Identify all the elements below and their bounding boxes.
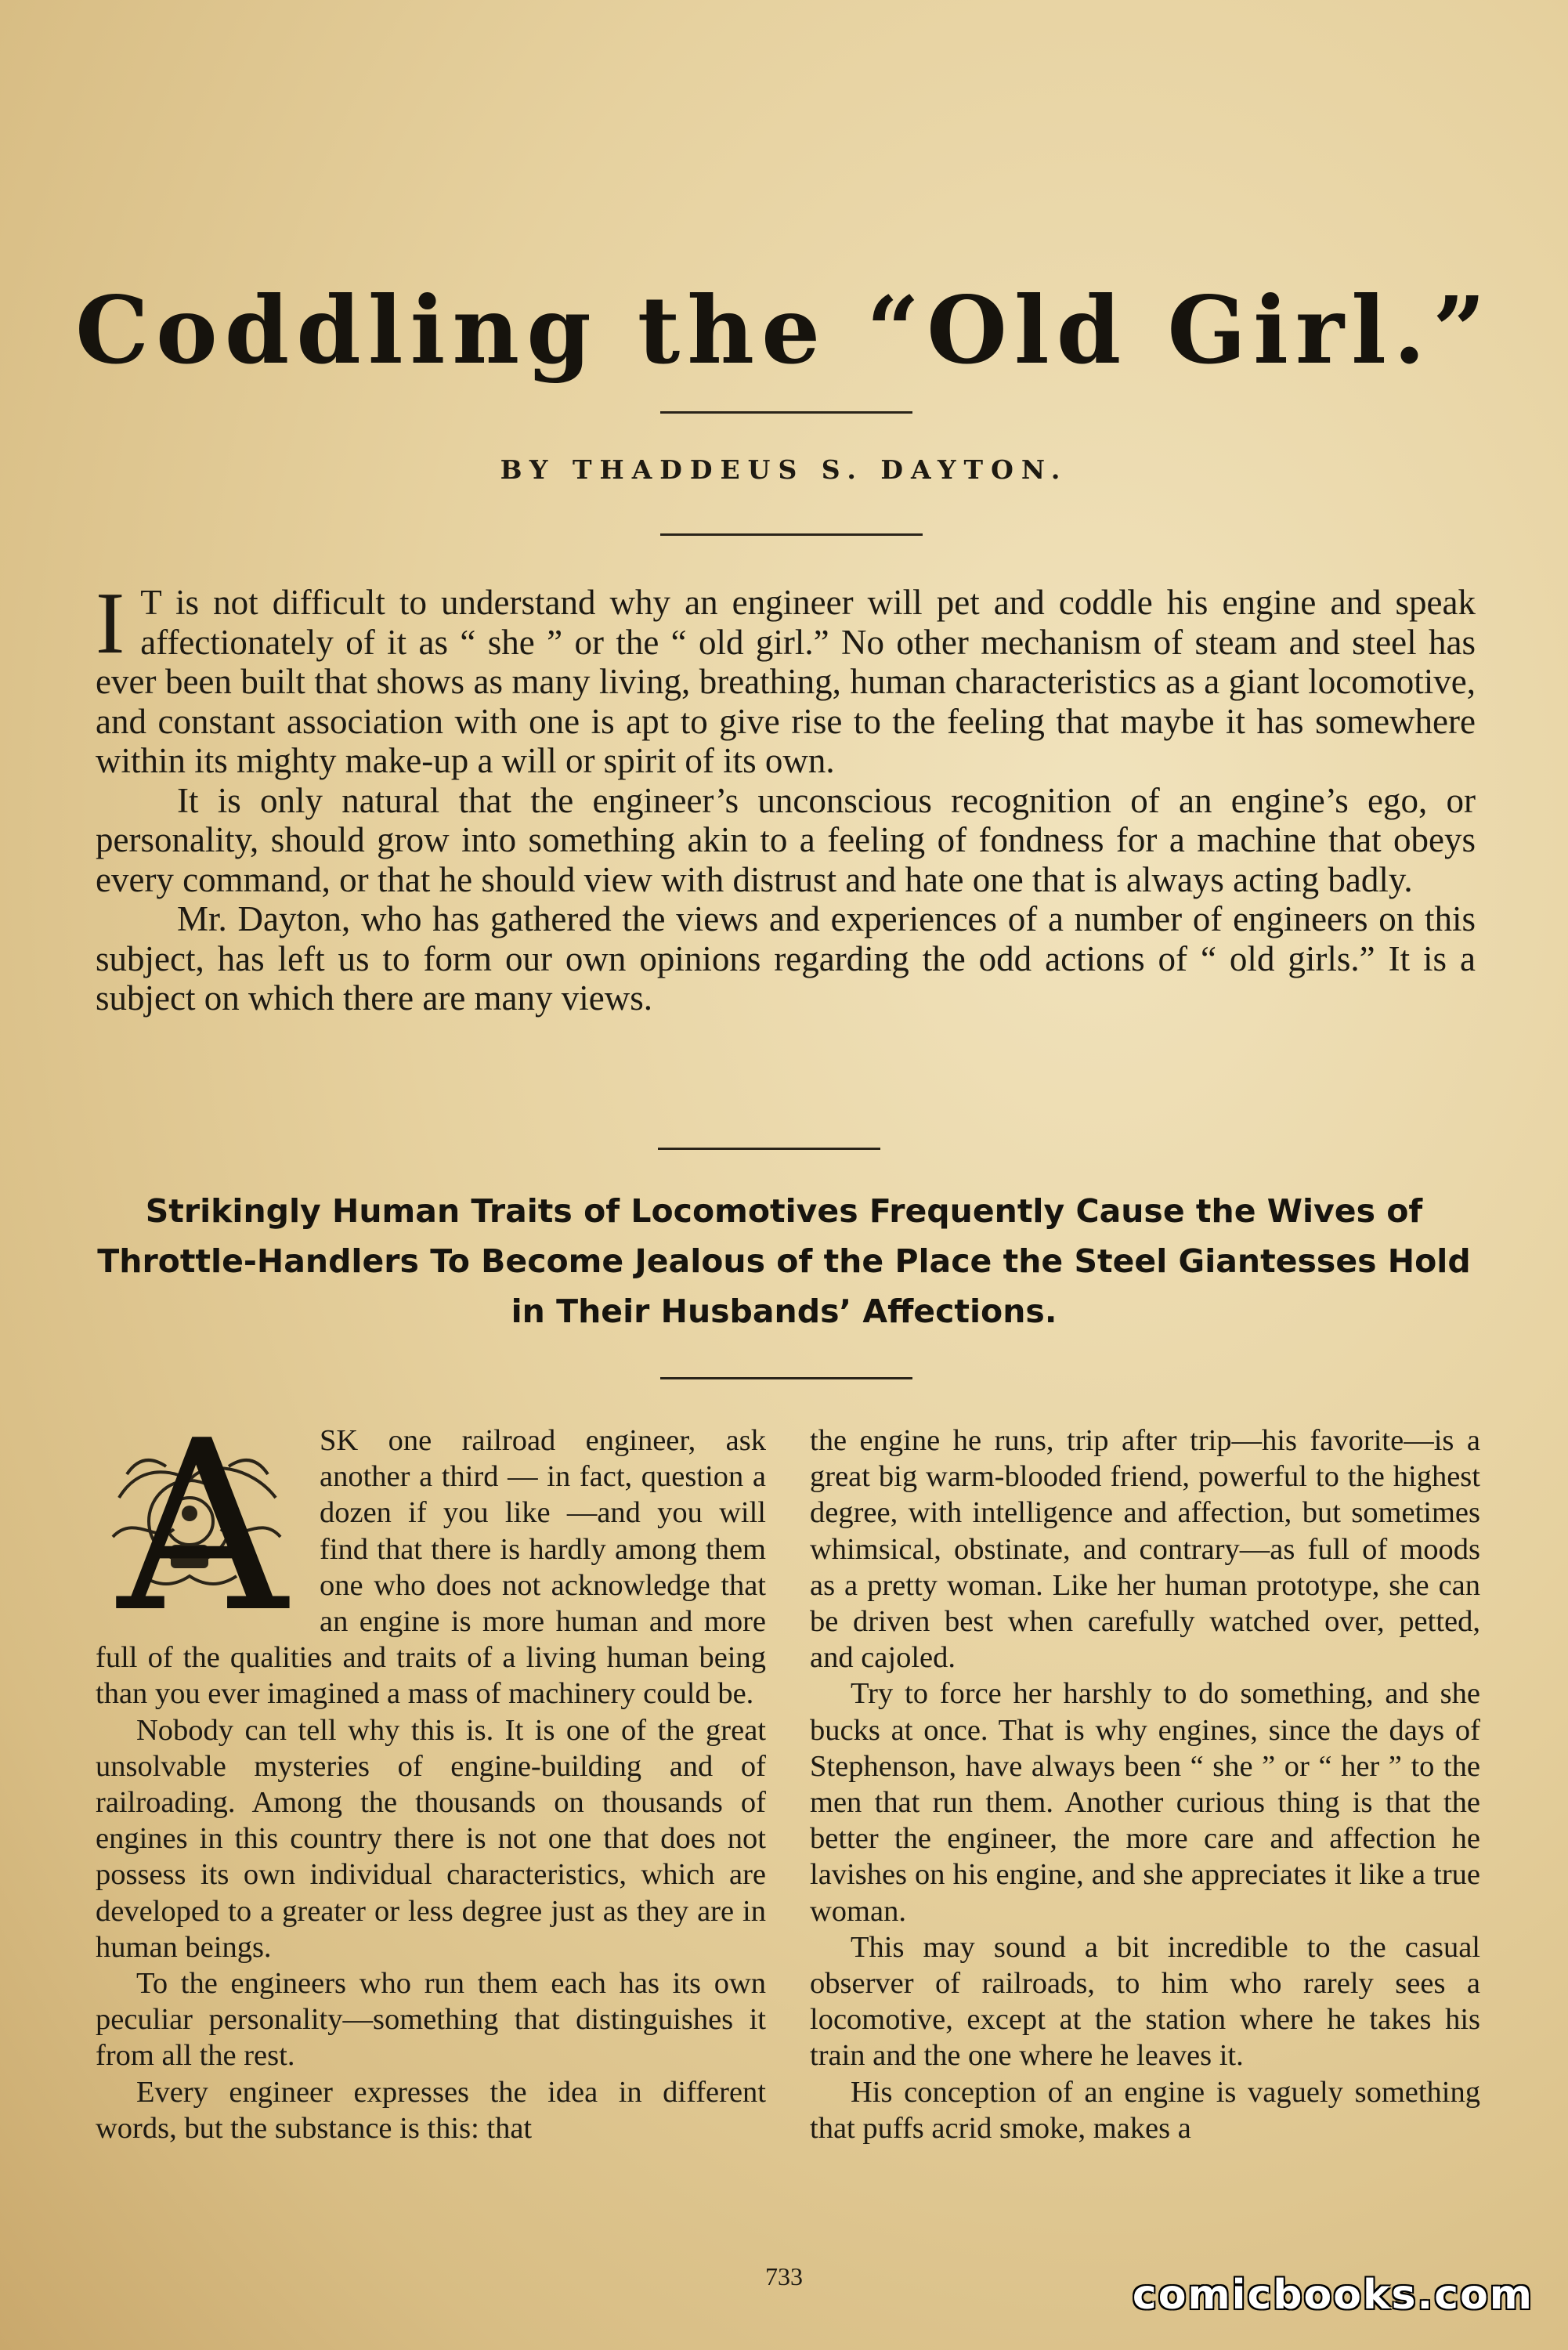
body-paragraph: To the engineers who run them each has its own peculiar personality—something that distinguishes it from all the rest. xyxy=(96,1967,766,2073)
body-paragraph: SK one railroad engineer, ask another a third — in fact, question a dozen if you like —and you will find that there is hardly among them one who does not acknowledge that an engine is more human and more full of the qualities and traits of a living human being than you ever imagined a mass of machinery could be. xyxy=(96,1424,766,1711)
intro-drop-cap: I xyxy=(96,575,125,672)
page-number: 733 xyxy=(765,2262,803,2290)
watermark: comicbooks.com xyxy=(1132,2272,1534,2319)
article-subheading: Strikingly Human Traits of Locomotives Frequently Cause the Wives of Throttle-Handlers To Become Jealous of the Place the Steel Giantesses Hold in Their Husbands’ Affections. xyxy=(97,1192,1471,1330)
body-paragraph: Nobody can tell why this is. It is one of the great unsolvable mysteries of engine-building and of railroading. Among the thousands on thousands of engines in this country there is not one that does not possess its own individual characteristics, which are developed to a greater or less degree just as they are in human beings. xyxy=(96,1713,766,1964)
intro-paragraph-3: Mr. Dayton, who has gathered the views and experiences of a number of engineers on this subject, has left us to form our own opinions regarding the odd actions of “ old girls.” It is a subject on which there are many views. xyxy=(96,899,1476,1018)
intro-rule xyxy=(658,1148,880,1150)
intro-paragraph-2: It is only natural that the engineer’s unconscious recognition of an engine’s ego, or personality, should grow into something akin to a feeling of fondness for a machine that obeys every command, or that he should view with distrust and hate one that is always acting badly. xyxy=(96,780,1476,899)
body-column-left xyxy=(96,1390,766,2146)
intro-block xyxy=(96,575,1476,1018)
byline-rule xyxy=(660,533,923,536)
ornamental-drop-cap-icon xyxy=(96,1390,298,1664)
body-column-right xyxy=(810,1423,1480,2146)
subheading-rule xyxy=(660,1377,912,1379)
body-paragraph: Every engineer expresses the idea in different words, but the substance is this: that xyxy=(96,2075,766,2145)
intro-paragraph-1 xyxy=(96,575,1476,781)
title-rule xyxy=(660,411,912,414)
intro-paragraph-1-text: T is not difficult to understand why an engineer will pet and coddle his engine and speak affectionately of it as “ she ” or the “ old girl.” No other mechanism of steam and steel has ever been built that shows as many living, breathing, human characteristics as a giant locomotive, and constant association with one is apt to give rise to the feeling that maybe it has somewhere within its mighty make-up a will or spirit of its own. xyxy=(96,583,1476,780)
body-paragraph: Try to force her harshly to do something, and she bucks at once. That is why engines, since the days of Stephenson, have always been “ she ” or “ her ” to the men that run them. Another curious thing is that the better the engineer, the more care and affection he lavishes on his engine, and she appreciates it like a true woman. xyxy=(810,1677,1480,1928)
article-title: Coddling the “Old Girl.” xyxy=(75,276,1493,385)
drop-cap-letter: A xyxy=(117,1390,287,1664)
byline: BY THADDEUS S. DAYTON. xyxy=(500,454,1068,485)
body-paragraph: His conception of an engine is vaguely something that puffs acrid smoke, makes a xyxy=(810,2075,1480,2145)
body-paragraph: the engine he runs, trip after trip—his favorite—is a great big warm-blooded friend, powerful to the highest degree, with intelligence and affection, but sometimes whimsical, obstinate, and contrary—as full of moods as a pretty woman. Like her human prototype, she can be driven best when carefully watched over, petted, and cajoled. xyxy=(810,1424,1480,1675)
body-paragraph: This may sound a bit incredible to the casual observer of railroads, to him who rarely sees a locomotive, except at the station where he takes his train and the one where he leaves it. xyxy=(810,1930,1480,2073)
